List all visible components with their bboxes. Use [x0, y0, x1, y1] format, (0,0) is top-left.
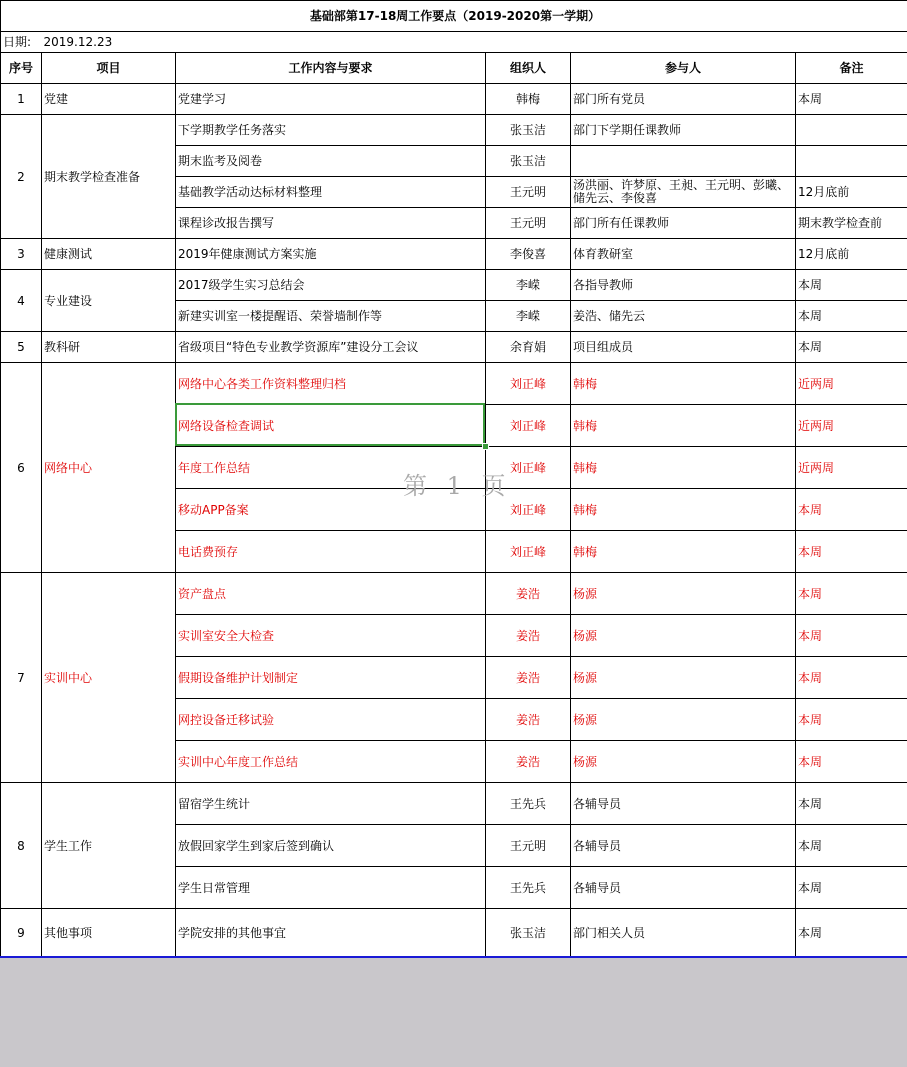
- table-row: [1, 115, 907, 146]
- cell-remarks[interactable]: 本周: [796, 867, 907, 909]
- cell-participants[interactable]: 部门所有任课教师: [571, 208, 796, 239]
- header-organizer[interactable]: 组织人: [486, 53, 571, 84]
- cell-content[interactable]: 下学期教学任务落实: [176, 115, 486, 146]
- cell-content[interactable]: 课程诊改报告撰写: [176, 208, 486, 239]
- table-row: [1, 270, 907, 301]
- cell-organizer[interactable]: 李嵘: [486, 301, 571, 332]
- cell-content[interactable]: 实训中心年度工作总结: [176, 741, 486, 783]
- cell-remarks[interactable]: 近两周: [796, 447, 907, 489]
- cell-participants[interactable]: 韩梅: [571, 447, 796, 489]
- header-content[interactable]: 工作内容与要求: [176, 53, 486, 84]
- cell-project[interactable]: 其他事项: [42, 909, 176, 957]
- cell-organizer[interactable]: 余育娟: [486, 332, 571, 363]
- cell-content[interactable]: 2019年健康测试方案实施: [176, 239, 486, 270]
- cell-project[interactable]: 党建: [42, 84, 176, 115]
- header-participants[interactable]: 参与人: [571, 53, 796, 84]
- cell-organizer[interactable]: 张玉洁: [486, 146, 571, 177]
- table-row: [1, 239, 907, 270]
- cell-content[interactable]: 基础教学活动达标材料整理: [176, 177, 486, 208]
- cell-project[interactable]: 学生工作: [42, 783, 176, 909]
- cell-project[interactable]: 健康测试: [42, 239, 176, 270]
- header-seq[interactable]: 序号: [1, 53, 42, 84]
- cell-remarks[interactable]: 本周: [796, 332, 907, 363]
- date-label[interactable]: 日期:: [1, 32, 42, 53]
- table-row: [1, 84, 907, 115]
- cell-project[interactable]: 教科研: [42, 332, 176, 363]
- cell-seq[interactable]: 8: [1, 783, 42, 909]
- cell-remarks[interactable]: 近两周: [796, 405, 907, 447]
- cell-content[interactable]: 电话费预存: [176, 531, 486, 573]
- cell-project[interactable]: 实训中心: [42, 573, 176, 783]
- cell-organizer[interactable]: 王元明: [486, 208, 571, 239]
- cell-participants[interactable]: [571, 146, 796, 177]
- cell-content[interactable]: 实训室安全大检查: [176, 615, 486, 657]
- cell-participants[interactable]: 各辅导员: [571, 825, 796, 867]
- cell-content[interactable]: 学生日常管理: [176, 867, 486, 909]
- cell-organizer[interactable]: 王元明: [486, 825, 571, 867]
- fill-handle[interactable]: [482, 443, 489, 450]
- table-row: [1, 783, 907, 825]
- cell-remarks[interactable]: 12月底前: [796, 177, 907, 208]
- cell-participants[interactable]: 杨源: [571, 573, 796, 615]
- cell-organizer[interactable]: 刘正峰: [486, 363, 571, 405]
- cell-participants[interactable]: 汤洪丽、许梦原、王昶、王元明、彭曦、储先云、李俊喜: [571, 177, 796, 208]
- cell-participants[interactable]: 韩梅: [571, 405, 796, 447]
- cell-remarks[interactable]: 本周: [796, 270, 907, 301]
- cell-organizer[interactable]: 李俊喜: [486, 239, 571, 270]
- cell-participants[interactable]: 部门所有党员: [571, 84, 796, 115]
- cell-content[interactable]: 资产盘点: [176, 573, 486, 615]
- cell-content[interactable]: 移动APP备案: [176, 489, 486, 531]
- cell-remarks[interactable]: 本周: [796, 825, 907, 867]
- cell-content[interactable]: 年度工作总结: [176, 447, 486, 489]
- date-value[interactable]: 2019.12.23: [42, 32, 907, 53]
- cell-project[interactable]: 期末教学检查准备: [42, 115, 176, 239]
- page-watermark: 第 1 页: [403, 472, 512, 500]
- page-boundary-line: [0, 956, 907, 958]
- table-row: [1, 363, 907, 405]
- cell-remarks[interactable]: 本周: [796, 909, 907, 957]
- header-remarks[interactable]: 备注: [796, 53, 907, 84]
- cell-content[interactable]: 网络中心各类工作资料整理归档: [176, 363, 486, 405]
- cell-content[interactable]: 学院安排的其他事宜: [176, 909, 486, 957]
- table-row: [1, 909, 907, 957]
- cell-participants[interactable]: 部门下学期任课教师: [571, 115, 796, 146]
- cell-seq[interactable]: 7: [1, 573, 42, 783]
- cell-participants[interactable]: 部门相关人员: [571, 909, 796, 957]
- cell-participants[interactable]: 杨源: [571, 699, 796, 741]
- cell-remarks[interactable]: 期末教学检查前: [796, 208, 907, 239]
- cell-organizer[interactable]: 韩梅: [486, 84, 571, 115]
- cell-organizer[interactable]: 姜浩: [486, 615, 571, 657]
- cell-participants[interactable]: 各辅导员: [571, 783, 796, 825]
- cell-organizer[interactable]: 张玉洁: [486, 115, 571, 146]
- cell-content[interactable]: 2017级学生实习总结会: [176, 270, 486, 301]
- cell-seq[interactable]: 2: [1, 115, 42, 239]
- cell-content[interactable]: 党建学习: [176, 84, 486, 115]
- cell-organizer[interactable]: 姜浩: [486, 573, 571, 615]
- cell-content[interactable]: 留宿学生统计: [176, 783, 486, 825]
- cell-content[interactable]: 网控设备迁移试验: [176, 699, 486, 741]
- cell-remarks[interactable]: [796, 115, 907, 146]
- cell-participants[interactable]: 杨源: [571, 657, 796, 699]
- cell-remarks[interactable]: 12月底前: [796, 239, 907, 270]
- cell-seq[interactable]: 5: [1, 332, 42, 363]
- cell-content[interactable]: 省级项目“特色专业教学资源库”建设分工会议: [176, 332, 486, 363]
- cell-remarks[interactable]: 本周: [796, 573, 907, 615]
- cell-remarks[interactable]: 本周: [796, 699, 907, 741]
- table-row: [1, 332, 907, 363]
- cell-project[interactable]: 专业建设: [42, 270, 176, 332]
- cell-participants[interactable]: 韩梅: [571, 489, 796, 531]
- cell-participants[interactable]: 韩梅: [571, 531, 796, 573]
- cell-organizer[interactable]: 姜浩: [486, 699, 571, 741]
- cell-participants[interactable]: 各辅导员: [571, 867, 796, 909]
- cell-remarks[interactable]: 本周: [796, 657, 907, 699]
- cell-seq[interactable]: 1: [1, 84, 42, 115]
- cell-organizer[interactable]: 王元明: [486, 177, 571, 208]
- cell-organizer[interactable]: 姜浩: [486, 741, 571, 783]
- table-row: [1, 573, 907, 615]
- cell-remarks[interactable]: 本周: [796, 489, 907, 531]
- cell-organizer[interactable]: 王先兵: [486, 867, 571, 909]
- cell-participants[interactable]: 项目组成员: [571, 332, 796, 363]
- cell-content[interactable]: 网络设备检查调试: [176, 405, 486, 447]
- cell-seq[interactable]: 3: [1, 239, 42, 270]
- cell-organizer[interactable]: 姜浩: [486, 657, 571, 699]
- cell-remarks[interactable]: 近两周: [796, 363, 907, 405]
- cell-organizer[interactable]: 刘正峰: [486, 531, 571, 573]
- cell-organizer[interactable]: 李嵘: [486, 270, 571, 301]
- cell-seq[interactable]: 9: [1, 909, 42, 957]
- cell-remarks[interactable]: 本周: [796, 783, 907, 825]
- sheet-title[interactable]: 基础部第17-18周工作要点（2019-2020第一学期）: [1, 1, 907, 32]
- cell-seq[interactable]: 6: [1, 363, 42, 573]
- cell-participants[interactable]: 姜浩、储先云: [571, 301, 796, 332]
- cell-participants[interactable]: 体育教研室: [571, 239, 796, 270]
- cell-remarks[interactable]: 本周: [796, 615, 907, 657]
- cell-content[interactable]: 假期设备维护计划制定: [176, 657, 486, 699]
- cell-remarks[interactable]: 本周: [796, 84, 907, 115]
- cell-participants[interactable]: 各指导教师: [571, 270, 796, 301]
- cell-organizer[interactable]: 张玉洁: [486, 909, 571, 957]
- cell-organizer[interactable]: 刘正峰: [486, 447, 571, 489]
- cell-organizer[interactable]: 王先兵: [486, 783, 571, 825]
- cell-remarks[interactable]: 本周: [796, 301, 907, 332]
- cell-organizer[interactable]: 刘正峰: [486, 405, 571, 447]
- cell-organizer[interactable]: 刘正峰: [486, 489, 571, 531]
- cell-content[interactable]: 放假回家学生到家后签到确认: [176, 825, 486, 867]
- cell-content[interactable]: 新建实训室一楼提醒语、荣誉墙制作等: [176, 301, 486, 332]
- cell-remarks[interactable]: [796, 146, 907, 177]
- cell-participants[interactable]: 杨源: [571, 741, 796, 783]
- cell-participants[interactable]: 韩梅: [571, 363, 796, 405]
- cell-content[interactable]: 期末监考及阅卷: [176, 146, 486, 177]
- cell-remarks[interactable]: 本周: [796, 531, 907, 573]
- cell-project[interactable]: 网络中心: [42, 363, 176, 573]
- cell-participants[interactable]: 杨源: [571, 615, 796, 657]
- cell-remarks[interactable]: 本周: [796, 741, 907, 783]
- header-project[interactable]: 项目: [42, 53, 176, 84]
- cell-seq[interactable]: 4: [1, 270, 42, 332]
